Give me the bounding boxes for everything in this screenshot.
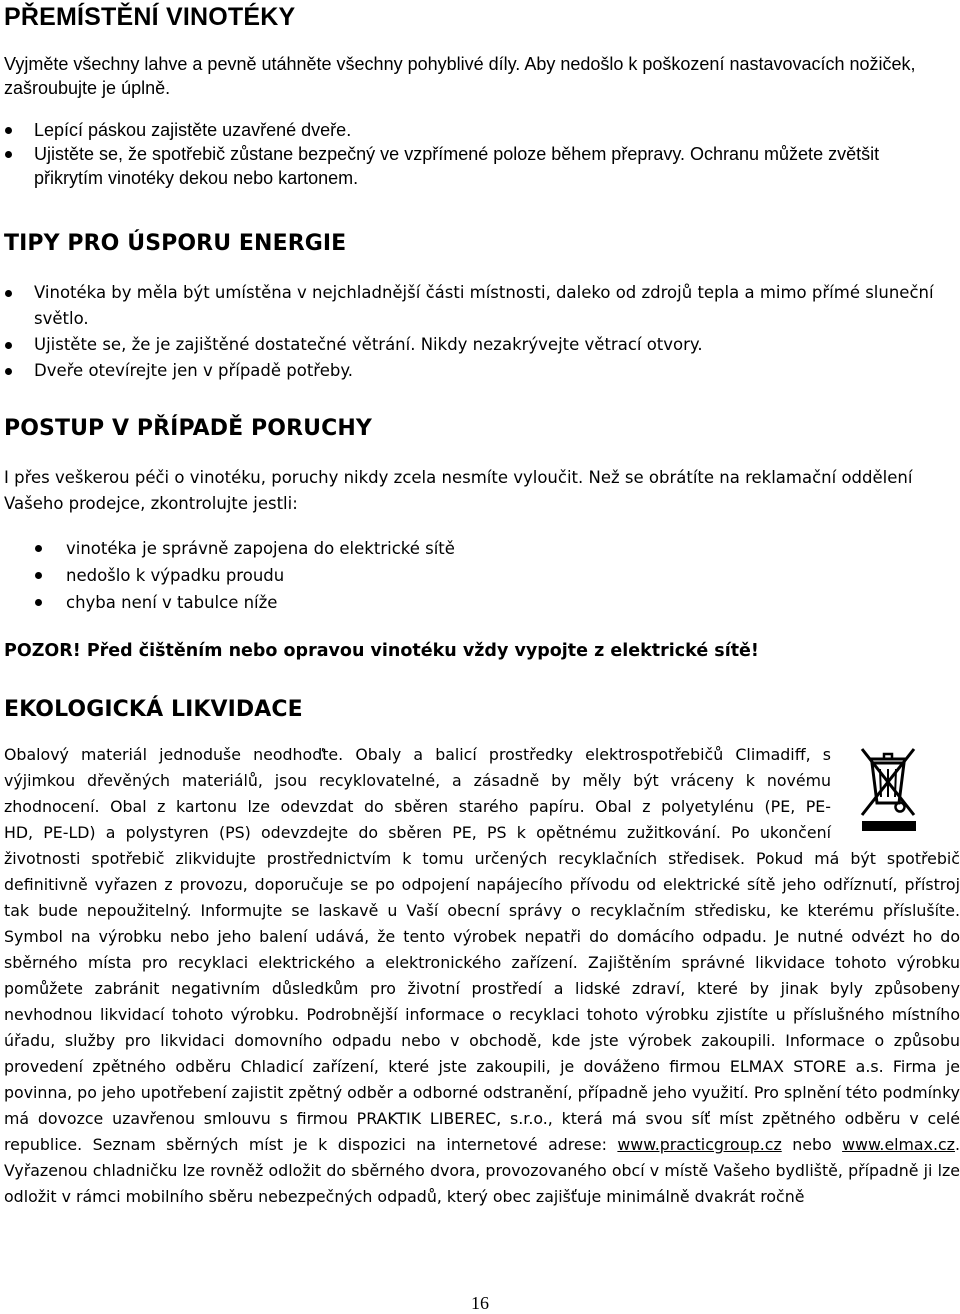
relocation-intro: Vyjměte všechny lahve a pevně utáhněte všechny pohyblivé díly. Aby nedošlo k poškození nastavovacích nožiček, zašroubujte je úplně. — [4, 54, 916, 98]
crossed-out-wheeled-bin-icon — [858, 741, 920, 833]
text-line: zhodnocení. Obal z kartonu lze odevzdat do sběren starého papíru. Obal z polyetylénu (PE, PE- — [4, 797, 831, 816]
practicgroup-link[interactable]: www.practicgroup.cz — [617, 1135, 782, 1154]
list-item: Ujistěte se, že spotřebič zůstane bezpečný ve vzpřímené poloze během přepravy. Ochranu můžete zvětšit přikrytím vinotéky dekou nebo kartonem. — [4, 142, 949, 190]
section-title-disposal: EKOLOGICKÁ LIKVIDACE — [4, 697, 303, 722]
disposal-text-beside-symbol — [4, 742, 831, 846]
malfunction-checklist — [4, 535, 949, 616]
bullet-icon — [5, 127, 12, 134]
bullet-icon — [5, 368, 12, 375]
list-item: Vinotéka by měla být umístěna v nejchladnější části místnosti, daleko od zdrojů tepla a mimo přímé sluneční světlo. — [4, 280, 934, 332]
bullet-icon — [5, 342, 12, 349]
list-item: Ujistěte se, že je zajištěné dostatečné větrání. Nikdy nezakrývejte větrací otvory. — [4, 332, 949, 358]
bullet-icon — [5, 290, 12, 297]
unplug-warning: POZOR! Před čištěním nebo opravou vinotéku vždy vypojte z elektrické sítě! — [4, 641, 759, 661]
malfunction-intro: I přes veškerou péči o vinotéku, poruchy nikdy zcela nesmíte vyloučit. Než se obrátíte na reklamační oddělení Vašeho prodejce, zkontrolujte jestli: — [4, 468, 913, 513]
bullet-icon — [35, 545, 42, 552]
text-line: HD, PE-LD) a polystyren (PS) odevzdejte do sběren PE, PS k opětnému zužitkování. Po ukončení — [4, 823, 831, 842]
text-line: výjimkou dřevěných materiálů, jsou recyklovatelné, a zásadně by měly být vráceny k novému — [4, 771, 831, 790]
section-title-energy: TIPY PRO ÚSPORU ENERGIE — [4, 231, 347, 256]
list-item: chyba není v tabulce níže — [4, 589, 949, 616]
elmax-link[interactable]: www.elmax.cz — [842, 1135, 955, 1154]
section-title-malfunction: POSTUP V PŘÍPADĚ PORUCHY — [4, 416, 372, 441]
energy-bullet-list — [4, 280, 949, 384]
text-line: Obalový materiál jednoduše neodhoďte. Obaly a balicí prostředky elektrospotřebičů Climadiff, s — [4, 745, 831, 764]
list-item: vinotéka je správně zapojena do elektrické sítě — [4, 535, 949, 562]
section-title-relocation: PŘEMÍSTĚNÍ VINOTÉKY — [4, 3, 296, 31]
list-item: Dveře otevírejte jen v případě potřeby. — [4, 358, 949, 384]
page-number: 16 — [471, 1293, 489, 1313]
bullet-icon — [35, 599, 42, 606]
disposal-paragraph: životnosti spotřebič zlikvidujte prostřednictvím k tomu určených recyklačních středisek. Pokud má být spotřebič definitivně vyřazen z provozu, doporučuje se po odpojení napájecího přívodu od elektrické sítě jeho odříznutí, přístroj tak bude nepoužitelný. Informujte se laskavě u Vaší obecní správy o recyklačním středisku, ke kterému příslušíte. Symbol na výrobku nebo jeho balení udává, že tento výrobek nepatři do domácího odpadu. Je nutné odvézt ho do sběrného místa pro recyklaci elektrického a elektronického zařízení. Zajištěním správné likvidace tohoto výrobku pomůžete zabránit negativním důsledkům pro životní prostředí a lidské zdraví, které by jinak byly způsobeny nevhodnou likvidací tohoto výrobku. Podrobnější informace o recyklaci tohoto výrobku zjistíte u příslušného místního úřadu, služby pro likvidaci domovního odpadu nebo v obchodě, kde jste výrobek zakoupili. Informace o způsobu provedení zpětného odběru Chladicí zařízení, které jste zakoupili, je dováženo firmou ELMAX STORE a.s. Firma je povinna, po jeho upotřebení zajistit zpětný odběr a odborné odstranění, případně jeho využití. Pro splnění této podmínky má dovozce uzavřenou smlouvu s firmou PRAKTIK LIBEREC, s.r.o., která má svou síť míst zpětného odběru v celé republice. Seznam sběrných míst je k dispozici na internetové adrese: www.practicgroup.cz nebo www.elmax.cz. Vyřazenou chladničku lze rovněž odložit do sběrného dvora, provozovaného obcí v místě Vašeho bydliště, případně ji lze odložit v rámci mobilního sběru nebezpečných odpadů, který obec zajišťuje minimálně dvakrát ročně — [4, 849, 960, 1206]
list-item: nedošlo k výpadku proudu — [4, 562, 949, 589]
disposal-text — [4, 742, 960, 1210]
relocation-bullet-list — [4, 118, 949, 190]
list-item: Lepící páskou zajistěte uzavřené dveře. — [4, 118, 949, 142]
bullet-icon — [5, 151, 12, 158]
bullet-icon — [35, 572, 42, 579]
